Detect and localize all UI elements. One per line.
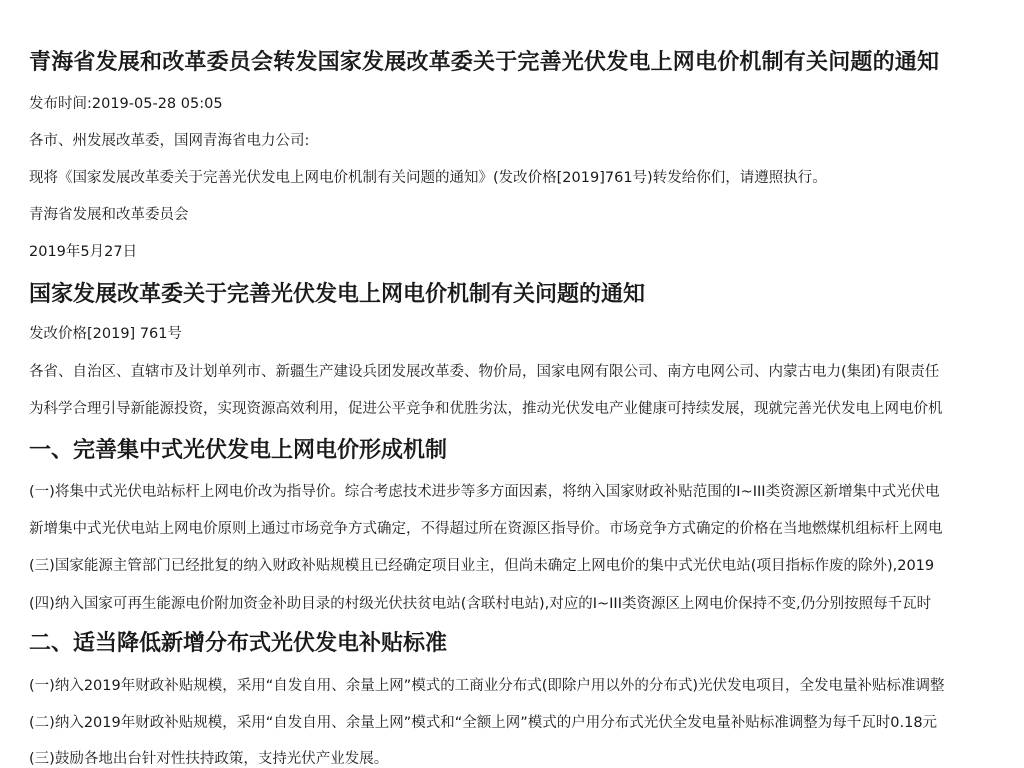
section-heading-2: 二、适当降低新增分布式光伏发电补贴标准 (29, 631, 448, 656)
issue-date: 2019年5月27日 (29, 244, 138, 260)
section-heading-1: 一、完善集中式光伏发电上网电价形成机制 (29, 438, 448, 463)
section2-item: (二)纳入2019年财政补贴规模，采用“自发自用、余量上网”模式和“全额上网”模式的户用分布式光伏全发电量补贴标准调整为每千瓦时0.18元 (29, 715, 938, 731)
section1-item: 新增集中式光伏电站上网电价原则上通过市场竞争方式确定，不得超过所在资源区指导价。市场竞争方式确定的价格在当地燃煤机组标杆上网电 (29, 521, 943, 537)
intro-paragraph: 为科学合理引导新能源投资，实现资源高效利用，促进公平竞争和优胜劣汰，推动光伏发电产业健康可持续发展，现就完善光伏发电上网电价机 (29, 401, 943, 417)
addressee: 各市、州发展改革委，国网青海省电力公司: (29, 133, 310, 149)
issuer: 青海省发展和改革委员会 (29, 207, 189, 223)
notice-title: 国家发展改革委关于完善光伏发电上网电价机制有关问题的通知 (29, 282, 646, 307)
section1-item: (三)国家能源主管部门已经批复的纳入财政补贴规模且已经确定项目业主，但尚未确定上网电价的集中式光伏电站(项目指标作废的除外),2019 (29, 558, 935, 574)
section1-item: (一)将集中式光伏电站标杆上网电价改为指导价。综合考虑技术进步等多方面因素，将纳入国家财政补贴范围的I~III类资源区新增集中式光伏电 (29, 484, 940, 500)
doc-number: 发改价格[2019] 761号 (29, 326, 183, 342)
recipients: 各省、自治区、直辖市及计划单列市、新疆生产建设兵团发展改革委、物价局，国家电网有限公司、南方电网公司、内蒙古电力(集团)有限责任 (29, 364, 940, 380)
page-title: 青海省发展和改革委员会转发国家发展改革委关于完善光伏发电上网电价机制有关问题的通知 (29, 50, 940, 75)
publish-time: 发布时间:2019-05-28 05:05 (29, 96, 223, 112)
section2-item: (一)纳入2019年财政补贴规模，采用“自发自用、余量上网”模式的工商业分布式(即除户用以外的分布式)光伏发电项目，全发电量补贴标准调整 (29, 678, 945, 694)
section1-item: (四)纳入国家可再生能源电价附加资金补助目录的村级光伏扶贫电站(含联村电站),对应的I~III类资源区上网电价保持不变,仍分别按照每千瓦时 (29, 596, 932, 612)
forward-text: 现将《国家发展改革委关于完善光伏发电上网电价机制有关问题的通知》(发改价格[2019]761号)转发给你们，请遵照执行。 (29, 170, 827, 186)
section2-item: (三)鼓励各地出台针对性扶持政策，支持光伏产业发展。 (29, 751, 389, 767)
